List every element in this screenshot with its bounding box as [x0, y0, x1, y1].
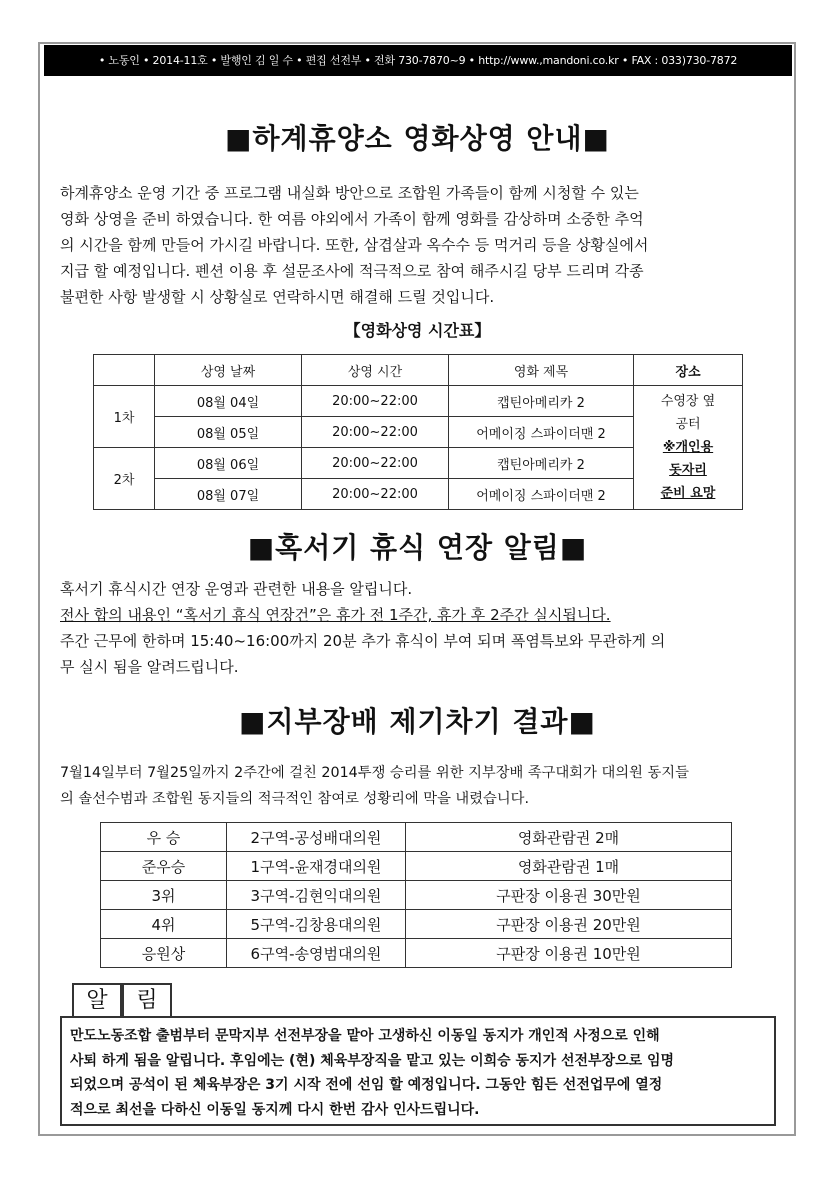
place-note-line: 돗자리	[669, 463, 707, 478]
header-cell: 장소	[634, 355, 743, 386]
paragraph-line: 불편한 사항 발생할 시 상황실로 연락하시면 해결해 드릴 것입니다.	[60, 288, 495, 306]
place-note-line: ※개인용	[662, 440, 714, 455]
prize-cell: 구판장 이용권 30만원	[406, 881, 732, 910]
date-cell: 08월 07일	[155, 479, 302, 510]
winner-cell: 2구역-공성배대의원	[227, 823, 406, 852]
time-cell: 20:00~22:00	[302, 448, 449, 479]
rank-cell: 우 승	[101, 823, 227, 852]
table-row	[101, 852, 732, 881]
round-cell: 1차	[94, 386, 155, 448]
winner-cell: 3구역-김현익대의원	[227, 881, 406, 910]
rank-cell: 4위	[101, 910, 227, 939]
table-row	[101, 823, 732, 852]
notice-tab-1: 알	[72, 983, 122, 1017]
winner-cell: 5구역-김창용대의원	[227, 910, 406, 939]
date-cell: 08월 06일	[155, 448, 302, 479]
paragraph-line: 무 실시 됨을 알려드립니다.	[60, 658, 239, 676]
date-cell: 08월 05일	[155, 417, 302, 448]
place-line: 수영장 옆	[660, 394, 716, 409]
paragraph-line: 지급 할 예정입니다. 펜션 이용 후 설문조사에 적극적으로 참여 해주시길 당부 드리며 각종	[60, 262, 644, 280]
table-row	[101, 910, 732, 939]
time-cell: 20:00~22:00	[302, 386, 449, 417]
table-row	[101, 881, 732, 910]
place-note-line: 준비 요망	[660, 486, 716, 501]
paragraph-line: 의 솔선수범과 조합원 동지들의 적극적인 참여로 성황리에 막을 내렸습니다.	[60, 791, 530, 807]
header-cell: 상영 시간	[302, 355, 449, 386]
paragraph-line: 혹서기 휴식시간 연장 운영과 관련한 내용을 알립니다.	[60, 580, 413, 598]
table-header-row	[94, 355, 743, 386]
section2-paragraph	[60, 576, 776, 680]
notice-line: 만도노동조합 출범부터 문막지부 선전부장을 맡아 고생하신 이동일 동지가 개인적 사정으로 인해	[70, 1028, 660, 1044]
section3-paragraph	[60, 760, 776, 812]
paragraph-line: 하계휴양소 운영 기간 중 프로그램 내실화 방안으로 조합원 가족들이 함께 시청할 수 있는	[60, 184, 639, 202]
paragraph-line: 주간 근무에 한하며 15:40~16:00까지 20분 추가 휴식이 부여 되며 폭염특보와 무관하게 의	[60, 632, 666, 650]
movie-cell: 어메이징 스파이더맨 2	[449, 479, 634, 510]
section2-title: ■혹서기 휴식 연장 알림■	[247, 531, 588, 564]
header-cell	[94, 355, 155, 386]
winner-cell: 1구역-윤재경대의원	[227, 852, 406, 881]
notice-line: 사퇴 하게 됨을 알립니다. 후임에는 (현) 체육부장직을 맡고 있는 이희승 동지가 선전부장으로 임명	[70, 1052, 675, 1069]
table-row	[101, 939, 732, 968]
section1-title: ■하계휴양소 영화상영 안내■	[225, 122, 610, 155]
rank-cell: 준우승	[101, 852, 227, 881]
movie-cell: 어메이징 스파이더맨 2	[449, 417, 634, 448]
movie-schedule-table	[93, 354, 743, 510]
notice-tab-2: 림	[122, 983, 172, 1017]
header-cell: 영화 제목	[449, 355, 634, 386]
prize-cell: 구판장 이용권 10만원	[406, 939, 732, 968]
place-line: 공터	[675, 417, 701, 432]
section1-paragraph	[60, 180, 776, 310]
winner-cell: 6구역-송영범대의원	[227, 939, 406, 968]
place-cell	[634, 386, 743, 510]
paragraph-line: 의 시간을 함께 만들어 가시길 바랍니다. 또한, 삼겹살과 옥수수 등 먹거리 등을 상황실에서	[60, 236, 649, 254]
round-cell: 2차	[94, 448, 155, 510]
notice-line: 적으로 최선을 다하신 이동일 동지께 다시 한번 감사 인사드립니다.	[70, 1101, 480, 1118]
date-cell: 08월 04일	[155, 386, 302, 417]
results-table	[100, 822, 732, 968]
prize-cell: 구판장 이용권 20만원	[406, 910, 732, 939]
rank-cell: 응원상	[101, 939, 227, 968]
table-row	[94, 386, 743, 417]
movie-cell: 캡틴아메리카 2	[449, 386, 634, 417]
notice-box	[60, 1016, 776, 1126]
time-cell: 20:00~22:00	[302, 417, 449, 448]
notice-line: 되었으며 공석이 된 체육부장은 3기 시작 전에 선임 할 예정입니다. 그동안 힘든 선전업무에 열정	[70, 1077, 663, 1093]
paragraph-line: 7월14일부터 7월25일까지 2주간에 걸친 2014투쟁 승리를 위한 지부장배 족구대회가 대의원 동지들	[60, 765, 689, 781]
schedule-caption: 【영화상영 시간표】	[344, 321, 491, 340]
movie-cell: 캡틴아메리카 2	[449, 448, 634, 479]
time-cell: 20:00~22:00	[302, 479, 449, 510]
rank-cell: 3위	[101, 881, 227, 910]
underlined-paragraph-line: 전사 합의 내용인 “혹서기 휴식 연장건”은 휴가 전 1주간, 휴가 후 2주간 실시됩니다.	[60, 606, 611, 624]
newsletter-header: • 노동인 • 2014-11호 • 발행인 김 일 수 • 편집 선전부 • 전화 730-7870~9 • http://www.,mandoni.co.kr • FAX : 033)730-7872	[44, 45, 792, 76]
prize-cell: 영화관람권 2매	[406, 823, 732, 852]
prize-cell: 영화관람권 1매	[406, 852, 732, 881]
paragraph-line: 영화 상영을 준비 하였습니다. 한 여름 야외에서 가족이 함께 영화를 감상하며 소중한 추억	[60, 210, 644, 228]
section3-title: ■지부장배 제기차기 결과■	[239, 705, 596, 738]
header-cell: 상영 날짜	[155, 355, 302, 386]
